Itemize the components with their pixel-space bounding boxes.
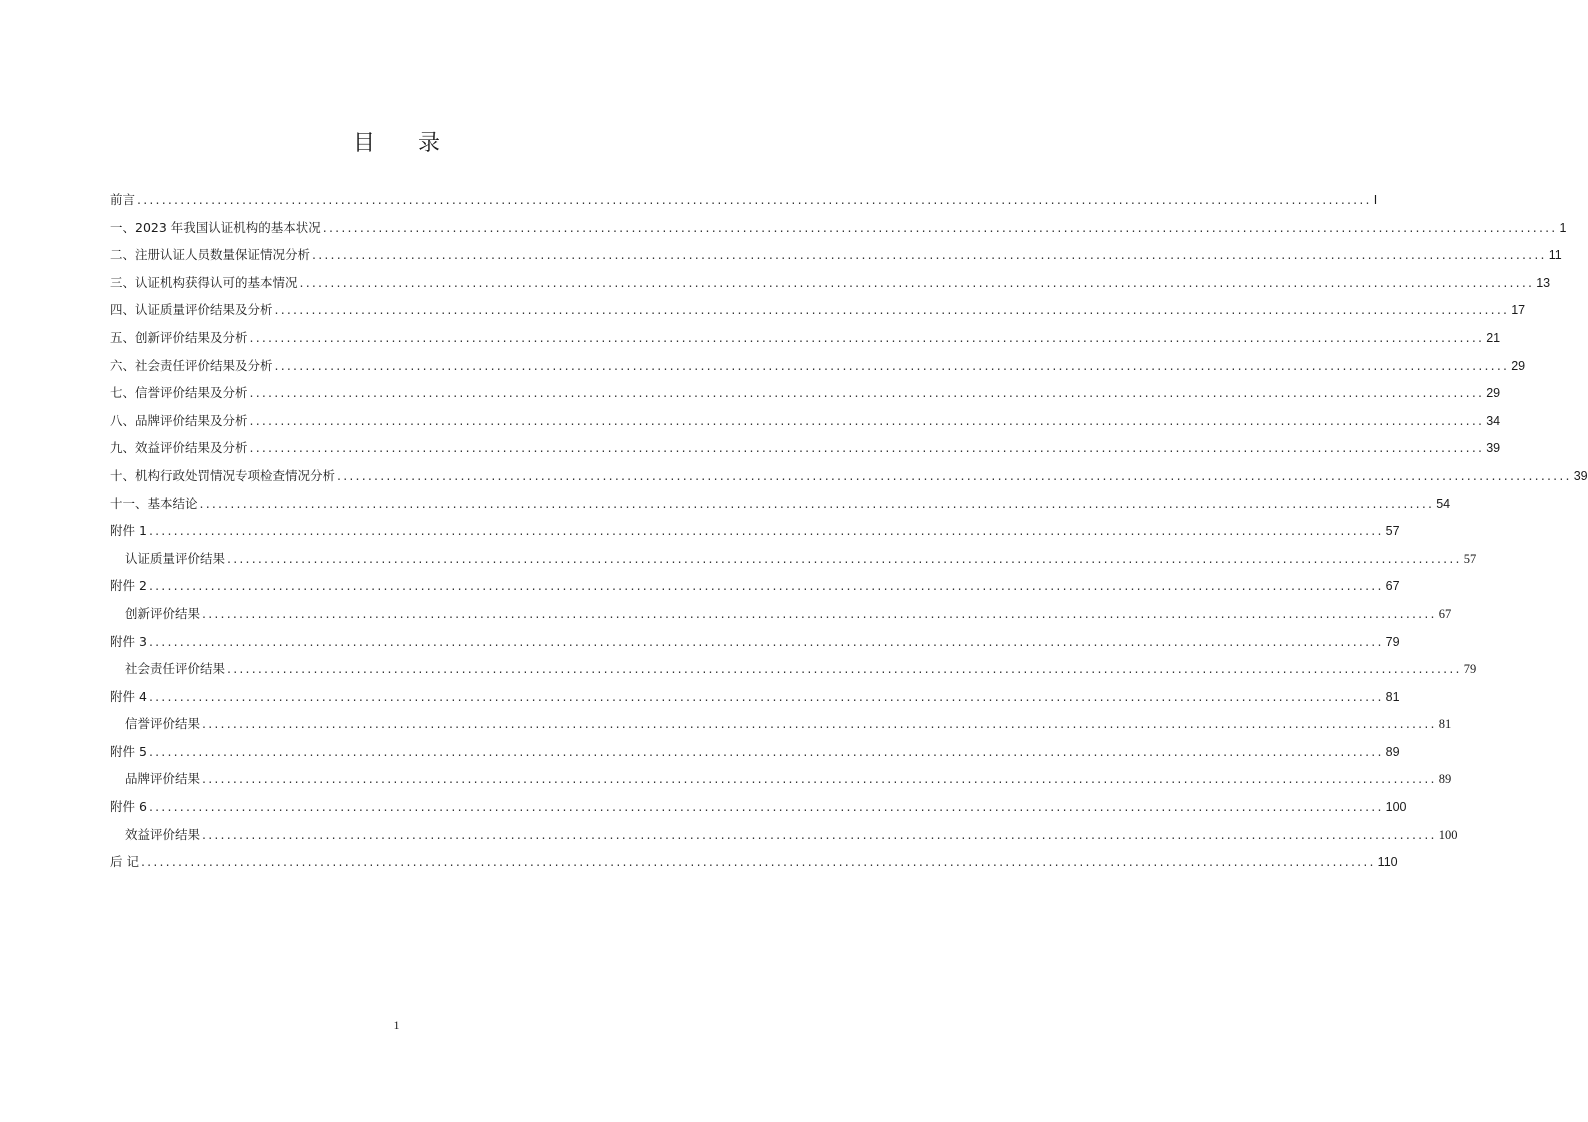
toc-entry-page: 89 — [1438, 772, 1452, 787]
table-of-contents — [110, 186, 1588, 876]
toc-entry-label: 附件 3 — [110, 633, 147, 649]
toc-entry-label: 八、品牌评价结果及分析 — [110, 412, 248, 428]
toc-entry[interactable] — [110, 462, 1588, 490]
toc-entry-page: 54 — [1436, 496, 1451, 511]
toc-subentry[interactable] — [110, 655, 1477, 683]
toc-entry-page: I — [1373, 193, 1378, 207]
toc-dot-leader: ........................................................................................................................................................................................................ — [249, 440, 1485, 456]
toc-entry[interactable] — [110, 517, 1400, 545]
toc-dot-leader: ........................................................................................................................................................................................................ — [312, 247, 1547, 263]
toc-entry[interactable] — [110, 490, 1451, 518]
toc-entry[interactable] — [110, 848, 1398, 876]
toc-dot-leader: ........................................................................................................................................................................................................ — [199, 495, 1435, 511]
toc-entry[interactable] — [110, 628, 1400, 656]
toc-entry[interactable] — [110, 269, 1551, 297]
toc-dot-leader: ........................................................................................................................................................................................................ — [148, 799, 1384, 815]
toc-subentry[interactable] — [110, 545, 1477, 573]
toc-subentry[interactable] — [110, 821, 1458, 849]
toc-entry-label: 六、社会责任评价结果及分析 — [110, 357, 273, 373]
toc-entry-label: 十一、基本结论 — [110, 495, 198, 511]
toc-entry[interactable] — [110, 572, 1400, 600]
toc-entry-label: 九、效益评价结果及分析 — [110, 440, 248, 456]
toc-entry-page: 110 — [1377, 855, 1398, 870]
toc-entry-page: 57 — [1463, 551, 1477, 566]
toc-entry-page: 100 — [1438, 827, 1458, 842]
page-number: 1 — [393, 1018, 400, 1032]
toc-entry-page: 39 — [1573, 468, 1588, 483]
toc-entry-page: 29 — [1511, 358, 1526, 373]
toc-entry-page: 39 — [1486, 441, 1501, 456]
toc-entry-page: 34 — [1486, 413, 1501, 428]
page-title: 目 录 — [353, 131, 458, 156]
toc-dot-leader: ........................................................................................................................................................................................................ — [140, 854, 1376, 870]
toc-entry-page: 100 — [1385, 800, 1407, 815]
toc-entry-label: 一、2023 年我国认证机构的基本状况 — [110, 219, 321, 235]
toc-entry-page: 67 — [1385, 579, 1400, 594]
toc-entry[interactable] — [110, 241, 1562, 269]
toc-entry-label: 附件 6 — [110, 799, 147, 815]
toc-entry[interactable] — [110, 324, 1501, 352]
toc-entry-page: 81 — [1438, 717, 1452, 732]
toc-entry-page: 17 — [1511, 303, 1526, 318]
toc-entry-page: 81 — [1385, 689, 1400, 704]
toc-entry-label: 五、创新评价结果及分析 — [110, 329, 248, 345]
toc-dot-leader: ........................................................................................................................................................................................................ — [148, 688, 1384, 704]
toc-entry-label: 附件 1 — [110, 523, 147, 539]
toc-subentry[interactable] — [110, 600, 1452, 628]
toc-entry-label: 信誉评价结果 — [125, 716, 201, 732]
toc-subentry[interactable] — [110, 710, 1452, 738]
toc-dot-leader: ........................................................................................................................................................................................................ — [249, 385, 1485, 401]
toc-entry-label: 认证质量评价结果 — [125, 550, 226, 566]
toc-entry-page: 57 — [1385, 524, 1400, 539]
toc-dot-leader: ........................................................................................................................................................................................................ — [322, 219, 1558, 235]
toc-dot-leader: ........................................................................................................................................................................................................ — [202, 826, 1437, 842]
toc-dot-leader: ........................................................................................................................................................................................................ — [202, 771, 1437, 787]
toc-entry-page: 1 — [1559, 220, 1567, 235]
toc-dot-leader: ........................................................................................................................................................................................................ — [249, 329, 1485, 345]
toc-entry-page: 13 — [1536, 275, 1551, 290]
toc-entry-page: 79 — [1463, 662, 1477, 677]
toc-entry-label: 后 记 — [110, 854, 139, 870]
toc-dot-leader: ........................................................................................................................................................................................................ — [249, 412, 1485, 428]
toc-entry[interactable] — [110, 296, 1526, 324]
toc-entry-page: 89 — [1385, 744, 1400, 759]
toc-subentry[interactable] — [110, 765, 1452, 793]
toc-entry-label: 附件 2 — [110, 578, 147, 594]
toc-dot-leader: ........................................................................................................................................................................................................ — [202, 716, 1437, 732]
toc-entry-label: 附件 4 — [110, 688, 147, 704]
toc-dot-leader: ........................................................................................................................................................................................................ — [148, 633, 1384, 649]
toc-dot-leader: ........................................................................................................................................................................................................ — [274, 302, 1510, 318]
toc-dot-leader: ........................................................................................................................................................................................................ — [148, 578, 1384, 594]
toc-dot-leader: ........................................................................................................................................................................................................ — [148, 523, 1384, 539]
toc-entry[interactable] — [110, 738, 1400, 766]
toc-entry[interactable] — [110, 793, 1407, 821]
toc-entry-page: 79 — [1385, 634, 1400, 649]
toc-entry-label: 前言 — [110, 192, 136, 207]
toc-entry[interactable] — [110, 379, 1501, 407]
toc-entry-label: 社会责任评价结果 — [125, 661, 226, 677]
toc-dot-leader: ........................................................................................................................................................................................................ — [202, 605, 1437, 621]
toc-entry-label: 三、认证机构获得认可的基本情况 — [110, 274, 298, 290]
toc-dot-leader: ........................................................................................................................................................................................................ — [274, 357, 1510, 373]
toc-entry-label: 二、注册认证人员数量保证情况分析 — [110, 247, 311, 263]
toc-entry[interactable] — [110, 186, 1378, 214]
toc-entry-label: 创新评价结果 — [125, 605, 201, 621]
toc-dot-leader: ........................................................................................................................................................................................................ — [227, 661, 1462, 677]
toc-entry-page: 21 — [1486, 330, 1501, 345]
toc-entry[interactable] — [110, 352, 1526, 380]
toc-dot-leader: ........................................................................................................................................................................................................ — [137, 192, 1372, 207]
toc-dot-leader: ........................................................................................................................................................................................................ — [337, 467, 1572, 483]
toc-dot-leader: ........................................................................................................................................................................................................ — [227, 550, 1462, 566]
toc-entry[interactable] — [110, 683, 1400, 711]
toc-dot-leader: ........................................................................................................................................................................................................ — [299, 274, 1535, 290]
toc-entry-label: 效益评价结果 — [125, 826, 201, 842]
toc-entry[interactable] — [110, 407, 1501, 435]
toc-dot-leader: ........................................................................................................................................................................................................ — [148, 743, 1384, 759]
toc-entry-label: 附件 5 — [110, 743, 147, 759]
toc-entry-label: 四、认证质量评价结果及分析 — [110, 302, 273, 318]
toc-entry-page: 29 — [1486, 386, 1501, 401]
toc-entry[interactable] — [110, 214, 1567, 242]
toc-entry-label: 七、信誉评价结果及分析 — [110, 385, 248, 401]
toc-entry-page: 67 — [1438, 606, 1452, 621]
toc-entry-page: 11 — [1548, 248, 1562, 263]
toc-entry-label: 十、机构行政处罚情况专项检查情况分析 — [110, 467, 336, 483]
toc-entry[interactable] — [110, 434, 1501, 462]
toc-entry-label: 品牌评价结果 — [125, 771, 201, 787]
